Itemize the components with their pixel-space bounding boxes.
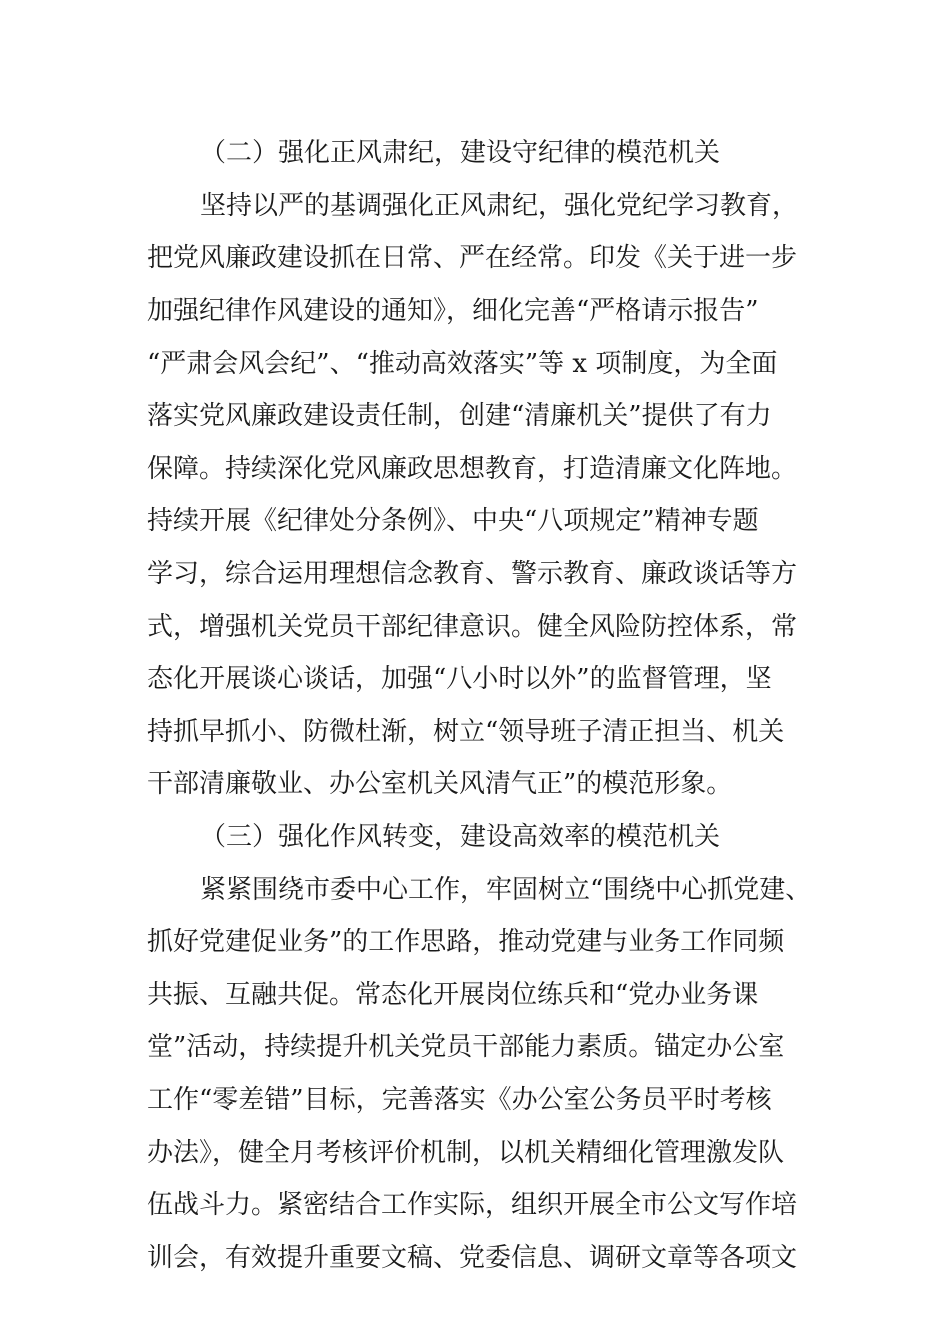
- section2-line-1: 坚持以严的基调强化正风肃纪，强化党纪学习教育，: [200, 191, 799, 221]
- section3-line-7: 伍战斗力。紧密结合工作实际，组织开展全市公文写作培: [147, 1190, 798, 1220]
- section2-line-6: 保障。持续深化党风廉政思想教育，打造清廉文化阵地。: [147, 454, 798, 484]
- section2-line-10: 态化开展谈心谈话，加强“八小时以外”的监督管理，坚: [147, 664, 772, 694]
- section3-line-3: 共振、互融共促。常态化开展岗位练兵和“党办业务课: [147, 980, 759, 1010]
- section3-line-6: 办法》，健全月考核评价机制，以机关精细化管理激发队: [147, 1138, 785, 1168]
- section2-line-12: 干部清廉敬业、办公室机关风清气正”的模范形象。: [147, 769, 733, 799]
- section2-line-5: 落实党风廉政建设责任制，创建“清廉机关”提供了有力: [147, 401, 772, 431]
- section2-line-2: 把党风廉政建设抓在日常、严在经常。印发《关于进一步: [147, 243, 798, 273]
- section3-line-8: 训会，有效提升重要文稿、党委信息、调研文章等各项文: [147, 1243, 798, 1273]
- section2-line-4: “严肃会风会纪”、“推动高效落实”等 x 项制度，为全面: [147, 349, 778, 379]
- section3-line-4: 堂”活动，持续提升机关党员干部能力素质。锚定办公室: [147, 1032, 785, 1062]
- section2-line-11: 持抓早抓小、防微杜渐，树立“领导班子清正担当、机关: [147, 717, 785, 747]
- section2-line-7: 持续开展《纪律处分条例》、中央“八项规定”精神专题: [147, 506, 759, 536]
- section3-heading: （三）强化作风转变，建设高效率的模范机关: [200, 822, 721, 852]
- section3-line-1: 紧紧围绕市委中心工作，牢固树立“围绕中心抓党建、: [200, 875, 812, 905]
- section2-line-3: 加强纪律作风建设的通知》，细化完善“严格请示报告”: [147, 296, 759, 326]
- section3-line-5: 工作“零差错”目标，完善落实《办公室公务员平时考核: [147, 1085, 772, 1115]
- section3-line-2: 抓好党建促业务”的工作思路，推动党建与业务工作同频: [147, 927, 785, 957]
- section2-line-9: 式，增强机关党员干部纪律意识。健全风险防控体系，常: [147, 612, 798, 642]
- section2-line-8: 学习，综合运用理想信念教育、警示教育、廉政谈话等方: [147, 559, 798, 589]
- section2-heading: （二）强化正风肃纪，建设守纪律的模范机关: [200, 138, 721, 168]
